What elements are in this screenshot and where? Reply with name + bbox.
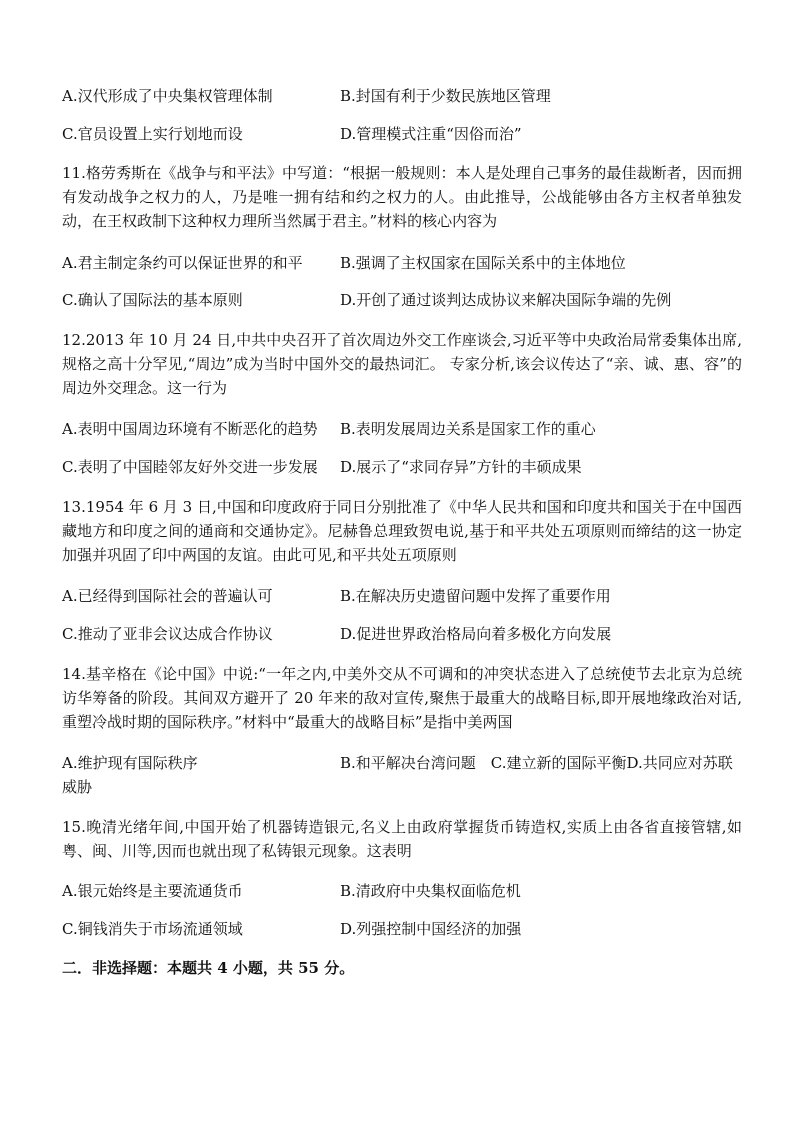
q10-option-c: C.官员设置上实行划地而设: [62, 125, 243, 143]
q13-option-c: C.推动了亚非会议达成合作协议: [62, 625, 273, 643]
q10-option-b: B.封国有利于少数民族地区管理: [340, 87, 551, 105]
section-two-heading: 二．非选择题：本题共 4 小题，共 55 分。: [62, 959, 355, 977]
q10-option-a: A.汉代形成了中央集权管理体制: [62, 87, 273, 105]
q12-option-c: C.表明了中国睦邻友好外交进一步发展: [62, 458, 318, 476]
q14-option-a: A.维护现有国际秩序: [62, 754, 198, 772]
q15-option-d: D.列强控制中国经济的加强: [340, 920, 522, 938]
q11-option-a: A.君主制定条约可以保证世界的和平: [62, 254, 303, 272]
q14-options-bcd: B.和平解决台湾问题 C.建立新的国际平衡D.共同应对苏联威胁: [62, 754, 733, 796]
q15-option-c: C.铜钱消失于市场流通领域: [62, 920, 243, 938]
q11-option-c: C.确认了国际法的基本原则: [62, 291, 243, 309]
q15-option-a: A.银元始终是主要流通货币: [62, 882, 243, 900]
q10-option-d: D.管理模式注重“因俗而治”: [340, 125, 522, 143]
q13-option-b: B.在解决历史遗留问题中发挥了重要作用: [340, 587, 611, 605]
q11-option-d: D.开创了通过谈判达成协议来解决国际争端的先例: [340, 291, 672, 309]
q12-option-b: B.表明发展周边关系是国家工作的重心: [340, 420, 596, 438]
q15-option-b: B.清政府中央集权面临危机: [340, 882, 521, 900]
q13-stem: 13.1954 年 6 月 3 日,中国和印度政府于同日分别批准了《中华人民共和国和印度共和国关于在中国西藏地方和印度之间的通商和交通协定》。尼赫鲁总理致贺电说,基于和平共处五项原则而缔结的这一协定加强并巩固了印中两国的友谊。由此可见,和平共处五项原则: [62, 498, 742, 564]
q13-option-d: D.促进世界政治格局向着多极化方向发展: [340, 625, 612, 643]
q11-stem: 11.格劳秀斯在《战争与和平法》中写道：“根据一般规则：本人是处理自己事务的最佳裁断者，因而拥有发动战争之权力的人，乃是唯一拥有结和约之权力的人。由此推导，公战能够由各方主权者单独发动，在王权政制下这种权力理所当然属于君主。”材料的核心内容为: [62, 164, 742, 230]
q11-option-b: B.强调了主权国家在国际关系中的主体地位: [340, 254, 626, 272]
q12-option-a: A.表明中国周边环境有不断恶化的趋势: [62, 420, 318, 438]
q12-option-d: D.展示了“求同存异”方针的丰硕成果: [340, 458, 582, 476]
q13-option-a: A.已经得到国际社会的普遍认可: [62, 587, 273, 605]
q15-stem: 15.晚清光绪年间,中国开始了机器铸造银元,名义上由政府掌握货币铸造权,实质上由各省直接管辖,如粤、闽、川等,因而也就出现了私铸银元现象。这表明: [62, 818, 742, 860]
q12-stem: 12.2013 年 10 月 24 日,中共中央召开了首次周边外交工作座谈会,习近平等中央政治局常委集体出席,规格之高十分罕见,“周边”成为当时中国外交的最热词汇。 专家分析,该会议传达了“亲、诚、惠、容”的周边外交理念。这一行为: [62, 331, 742, 397]
q14-stem: 14.基辛格在《论中国》中说:“一年之内,中美外交从不可调和的冲突状态进入了总统使节去北京为总统访华筹备的阶段。其间双方避开了 20 年来的敌对宣传,聚焦于最重大的战略目标,即开展地缘政治对话,重塑冷战时期的国际秩序。”材料中“最重大的战略目标”是指中美两国: [62, 665, 742, 731]
